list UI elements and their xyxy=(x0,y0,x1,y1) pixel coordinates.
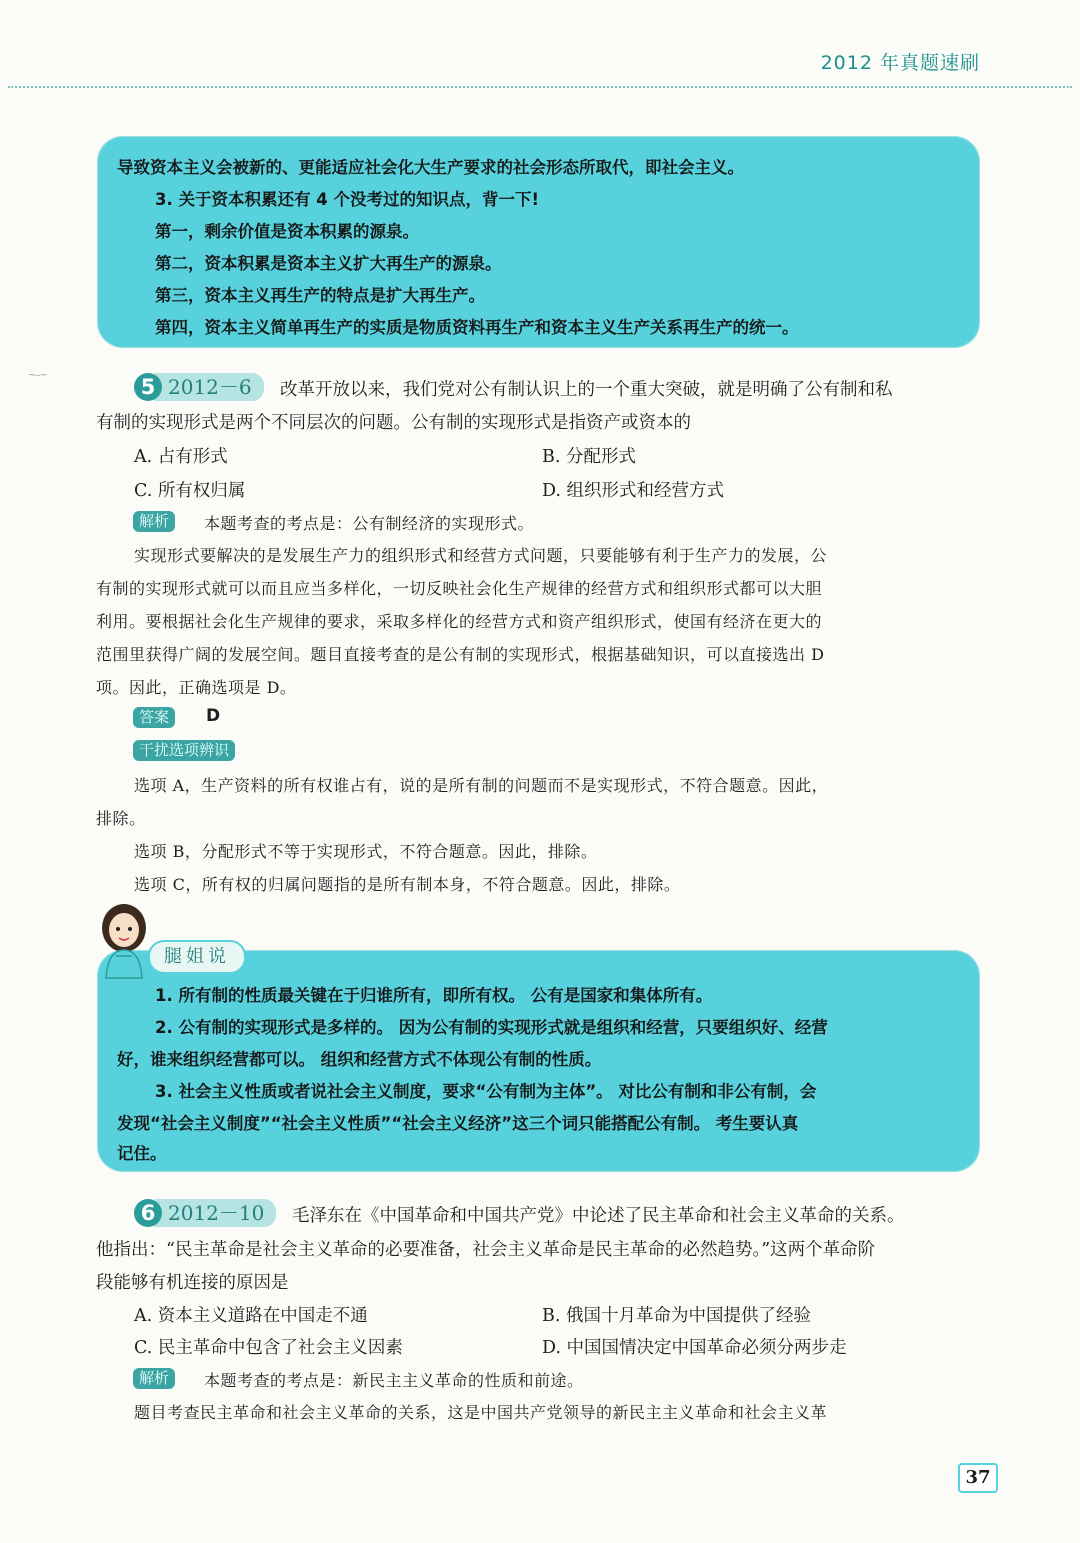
box2-line: 1. 所有制的性质最关键在于归谁所有，即所有权。 公有是国家和集体所有。 xyxy=(155,986,713,1005)
box1-line: 导致资本主义会被新的、更能适应社会化大生产要求的社会形态所取代，即社会主义。 xyxy=(117,158,744,177)
q5-analysis-line: 利用。要根据社会化生产规律的要求，采取多样化的经营方式和资产组织形式，使国有经济在更大的 xyxy=(96,612,823,631)
box2-line: 好，谁来组织经营都可以。 组织和经营方式不体现公有制的性质。 xyxy=(117,1050,602,1069)
q5-distractor-line: 排除。 xyxy=(96,809,146,828)
box2-line: 记住。 xyxy=(117,1144,167,1163)
q5-distractor-line: 选项 A，生产资料的所有权谁占有，说的是所有制的问题而不是实现形式，不符合题意。因此， xyxy=(134,776,829,795)
question-badge-5 xyxy=(134,372,264,402)
q5-analysis-line: 范围里获得广阔的发展空间。题目直接考查的是公有制的实现形式，根据基础知识，可以直接选出 D xyxy=(96,645,825,664)
box1-line: 3. 关于资本积累还有 4 个没考过的知识点，背一下! xyxy=(155,190,539,209)
distractor-tag: 干扰选项辨识 xyxy=(133,740,235,761)
q6-stem-line2: 他指出：“民主革命是社会主义革命的必要准备，社会主义革命是民主革命的必然趋势。”这两个革命阶 xyxy=(96,1240,876,1260)
box2-line: 3. 社会主义性质或者说社会主义制度，要求“公有制为主体”。 对比公有制和非公有制，会 xyxy=(155,1082,817,1101)
margin-mark: ~–~ xyxy=(28,370,47,381)
header-divider xyxy=(8,86,1072,88)
answer-value: D xyxy=(206,706,221,726)
analysis-tag: 解析 xyxy=(133,1368,175,1389)
box2-line: 发现“社会主义制度”“社会主义性质”“社会主义经济”这三个词只能搭配公有制。 考生要认真 xyxy=(117,1114,799,1133)
question-number: 5 xyxy=(134,373,162,401)
q5-stem-line1: 改革开放以来，我们党对公有制认识上的一个重大突破，就是明确了公有制和私 xyxy=(280,380,893,400)
box1-line: 第一，剩余价值是资本积累的源泉。 xyxy=(155,222,419,241)
tuijie-says-label: 腿姐说 xyxy=(148,940,246,974)
q6-option-b: B. 俄国十月革命为中国提供了经验 xyxy=(542,1306,811,1326)
running-header: 2012 年真题速刷 xyxy=(820,52,980,74)
q5-distractor-line: 选项 B，分配形式不等于实现形式，不符合题意。因此，排除。 xyxy=(134,842,598,861)
knowledge-box-tuijie-says xyxy=(97,950,980,1172)
analysis-tag: 解析 xyxy=(133,511,175,532)
q5-distractor-line: 选项 C，所有权的归属问题指的是所有制本身，不符合题意。因此，排除。 xyxy=(134,875,681,894)
q5-stem-line2: 有制的实现形式是两个不同层次的问题。公有制的实现形式是指资产或资本的 xyxy=(96,413,691,433)
q6-stem-line3: 段能够有机连接的原因是 xyxy=(96,1273,289,1293)
question-year: 2012－10 xyxy=(154,1199,276,1227)
q5-option-c: C. 所有权归属 xyxy=(134,481,246,501)
q5-analysis-line: 有制的实现形式就可以而且应当多样化，一切反映社会化生产规律的经营方式和组织形式都可以大胆 xyxy=(96,579,823,598)
answer-tag: 答案 xyxy=(133,707,175,728)
q5-analysis-intro: 本题考查的考点是：公有制经济的实现形式。 xyxy=(204,514,535,533)
page-number: 37 xyxy=(958,1463,998,1493)
q5-option-b: B. 分配形式 xyxy=(542,447,636,467)
box1-line: 第三，资本主义再生产的特点是扩大再生产。 xyxy=(155,286,485,305)
q5-option-d: D. 组织形式和经营方式 xyxy=(542,481,725,501)
q6-option-d: D. 中国国情决定中国革命必须分两步走 xyxy=(542,1338,847,1358)
q6-option-a: A. 资本主义道路在中国走不通 xyxy=(134,1306,368,1326)
question-year: 2012－6 xyxy=(154,373,264,401)
box2-line: 2. 公有制的实现形式是多样的。 因为公有制的实现形式就是组织和经营，只要组织好、经营 xyxy=(155,1018,828,1037)
q6-analysis-intro: 本题考查的考点是：新民主主义革命的性质和前途。 xyxy=(204,1371,584,1390)
q6-analysis-line: 题目考查民主革命和社会主义革命的关系，这是中国共产党领导的新民主主义革命和社会主义革 xyxy=(134,1403,828,1422)
q6-stem-line1: 毛泽东在《中国革命和中国共产党》中论述了民主革命和社会主义革命的关系。 xyxy=(292,1206,905,1226)
q5-analysis-line: 项。因此，正确选项是 D。 xyxy=(96,678,297,697)
box1-line: 第四，资本主义简单再生产的实质是物质资料再生产和资本主义生产关系再生产的统一。 xyxy=(155,318,799,337)
question-number: 6 xyxy=(134,1199,162,1227)
box1-line: 第二，资本积累是资本主义扩大再生产的源泉。 xyxy=(155,254,502,273)
knowledge-box-capital-accumulation xyxy=(97,136,980,348)
question-badge-6 xyxy=(134,1198,276,1228)
mascot-illustration xyxy=(96,900,152,984)
q5-analysis-line: 实现形式要解决的是发展生产力的组织形式和经营方式问题，只要能够有利于生产力的发展，公 xyxy=(134,546,828,565)
q6-option-c: C. 民主革命中包含了社会主义因素 xyxy=(134,1338,403,1358)
q5-option-a: A. 占有形式 xyxy=(134,447,228,467)
